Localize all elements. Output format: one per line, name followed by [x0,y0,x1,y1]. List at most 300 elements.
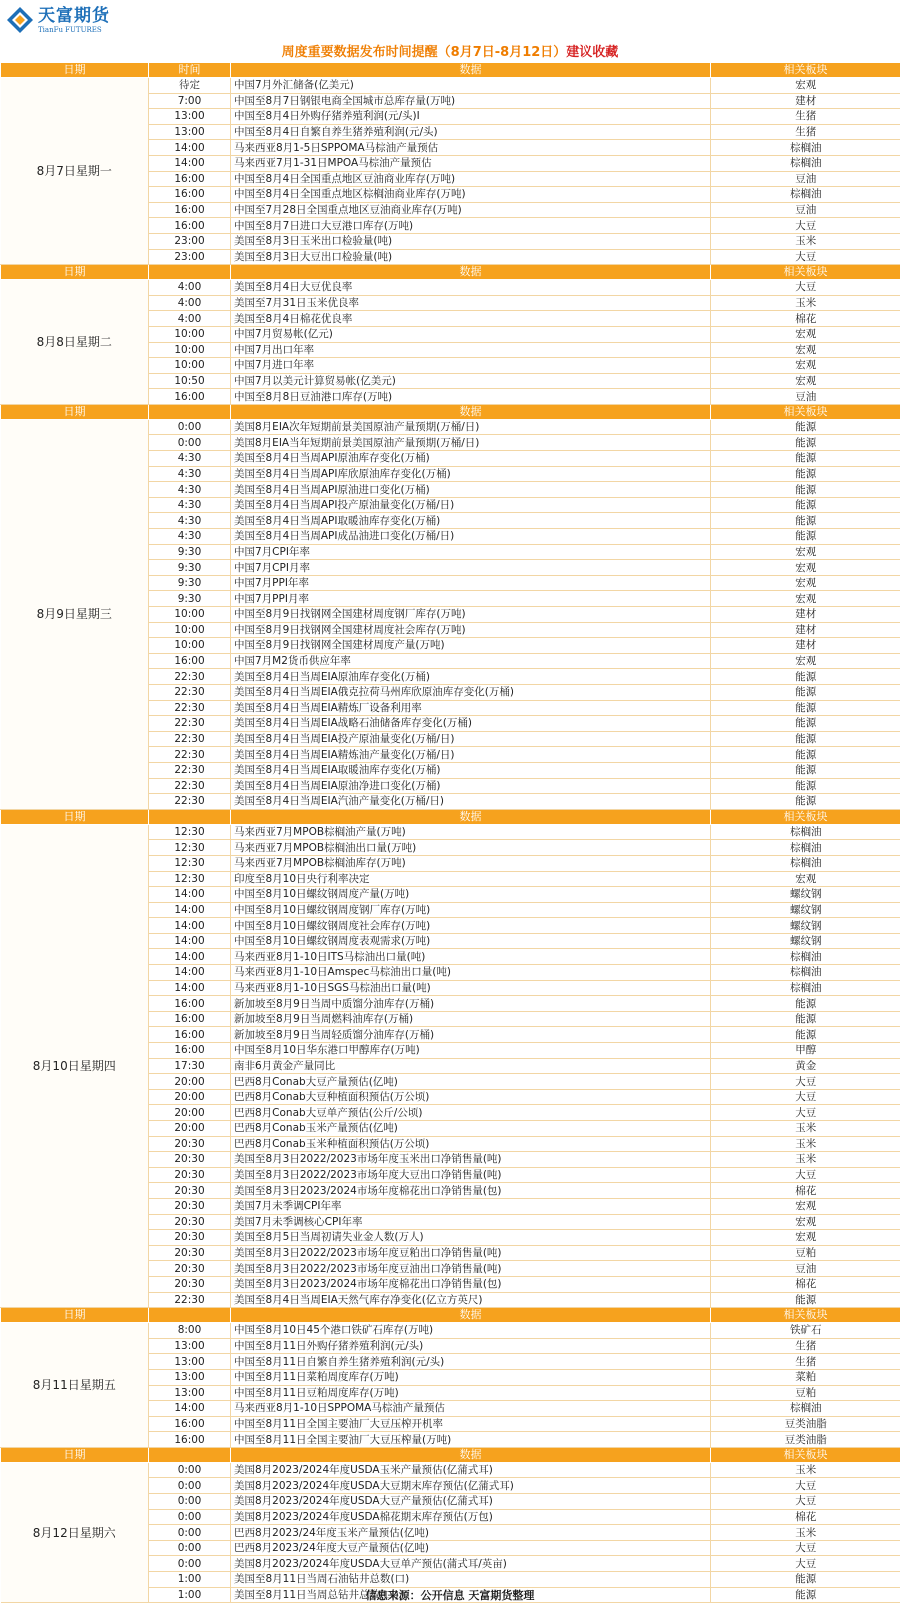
column-header-sector: 相关板块 [711,404,900,419]
data-cell: 美国至8月4日当周API投产原油量变化(万桶/日) [231,497,711,513]
sector-cell: 宏观 [711,1214,900,1230]
time-cell: 7:00 [149,93,231,109]
time-cell: 22:30 [149,684,231,700]
data-cell: 美国至8月3日大豆出口检验量(吨) [231,249,711,265]
data-cell: 美国至7月31日玉米优良率 [231,295,711,311]
column-header-date: 日期 [1,404,149,419]
time-cell: 4:30 [149,513,231,529]
time-cell: 22:30 [149,747,231,763]
data-cell: 巴西8月Conab大豆产量预估(亿吨) [231,1074,711,1090]
column-header-sector: 相关板块 [711,1308,900,1323]
time-cell: 13:00 [149,109,231,125]
time-cell: 4:00 [149,280,231,296]
sector-cell: 能源 [711,1292,900,1308]
data-cell: 中国至8月11日全国主要油厂大豆压榨开机率 [231,1416,711,1432]
sector-cell: 能源 [711,794,900,810]
sector-cell: 能源 [711,529,900,545]
data-cell: 美国至8月4日棉花优良率 [231,311,711,327]
data-cell: 印度至8月10日央行利率决定 [231,871,711,887]
sector-cell: 宏观 [711,653,900,669]
data-cell: 新加坡至8月9日当周燃料油库存(万桶) [231,1011,711,1027]
sector-cell: 能源 [711,996,900,1012]
data-cell: 中国至8月4日自繁自养生猪养殖利润(元/头) [231,124,711,140]
data-cell: 中国至8月10日螺纹钢周度表观需求(万吨) [231,933,711,949]
time-cell: 16:00 [149,1416,231,1432]
time-cell: 13:00 [149,1354,231,1370]
sector-cell: 豆类油脂 [711,1432,900,1448]
time-cell: 9:30 [149,575,231,591]
sector-cell: 大豆 [711,1540,900,1556]
sector-cell: 黄金 [711,1058,900,1074]
date-cell: 8月10日星期四 [1,824,149,1307]
data-cell: 中国至8月9日找钢网全国建材周度钢厂库存(万吨) [231,607,711,623]
time-cell: 10:00 [149,326,231,342]
sector-cell: 建材 [711,622,900,638]
data-cell: 中国至8月11日外购仔猪养殖利润(元/头) [231,1338,711,1354]
data-cell: 马来西亚7月1-31日MPOA马棕油产量预估 [231,155,711,171]
sector-cell: 棕榈油 [711,949,900,965]
data-cell: 巴西8月Conab大豆单产预估(公斤/公顷) [231,1105,711,1121]
header-row [1,1447,900,1462]
sector-cell: 大豆 [711,1074,900,1090]
column-header-data: 数据 [231,1308,711,1323]
sector-cell: 宏观 [711,326,900,342]
data-cell: 中国至8月7日钢银电商全国城市总库存量(万吨) [231,93,711,109]
time-cell: 22:30 [149,731,231,747]
time-cell: 16:00 [149,218,231,234]
time-cell: 0:00 [149,1540,231,1556]
time-cell: 14:00 [149,918,231,934]
data-cell: 美国至8月4日当周API取暖油库存变化(万桶) [231,513,711,529]
date-cell: 8月7日星期一 [1,78,149,265]
time-cell: 14:00 [149,965,231,981]
time-cell: 16:00 [149,1432,231,1448]
data-cell: 中国至8月4日全国重点地区棕榈油商业库存(万吨) [231,187,711,203]
time-cell: 20:00 [149,1074,231,1090]
time-cell: 4:30 [149,529,231,545]
table-row [1,824,900,840]
data-cell: 美国至8月4日当周EIA战略石油储备库存变化(万桶) [231,716,711,732]
time-cell: 4:30 [149,482,231,498]
sector-cell: 生猪 [711,1354,900,1370]
sector-cell: 能源 [711,1011,900,1027]
time-cell: 22:30 [149,1292,231,1308]
time-cell: 20:30 [149,1230,231,1246]
time-cell: 22:30 [149,700,231,716]
time-cell: 0:00 [149,1478,231,1494]
sector-cell: 棕榈油 [711,155,900,171]
sector-cell: 棉花 [711,1276,900,1292]
time-cell: 20:00 [149,1105,231,1121]
time-cell: 12:30 [149,824,231,840]
sector-cell: 玉米 [711,1525,900,1541]
data-cell: 马来西亚8月1-10日SPPOMA马棕油产量预估 [231,1401,711,1417]
time-cell: 22:30 [149,716,231,732]
sector-cell: 生猪 [711,124,900,140]
time-cell: 23:00 [149,249,231,265]
time-cell: 1:00 [149,1587,231,1603]
time-cell: 0:00 [149,1556,231,1572]
column-header-data: 数据 [231,809,711,824]
data-cell: 美国8月EIA当年短期前景美国原油产量预期(万桶/日) [231,435,711,451]
sector-cell: 大豆 [711,1089,900,1105]
time-cell: 13:00 [149,1338,231,1354]
data-cell: 中国至8月4日全国重点地区豆油商业库存(万吨) [231,171,711,187]
data-cell: 马来西亚7月MPOB棕榈油出口量(万吨) [231,840,711,856]
time-cell: 16:00 [149,171,231,187]
data-cell: 马来西亚7月MPOB棕榈油库存(万吨) [231,855,711,871]
time-cell: 10:00 [149,638,231,654]
sector-cell: 豆粕 [711,1385,900,1401]
time-cell: 13:00 [149,1385,231,1401]
sector-cell: 棕榈油 [711,140,900,156]
time-cell: 14:00 [149,1401,231,1417]
data-cell: 中国至8月11日菜粕周度库存(万吨) [231,1369,711,1385]
sector-cell: 棉花 [711,1183,900,1199]
table-row [1,280,900,296]
data-cell: 美国至8月4日当周API库欣原油库存变化(万桶) [231,466,711,482]
time-cell: 0:00 [149,419,231,435]
sector-cell: 宏观 [711,373,900,389]
sector-cell: 豆粕 [711,1245,900,1261]
sector-cell: 宏观 [711,560,900,576]
brand-diamond-icon [6,6,34,34]
data-cell: 马来西亚7月MPOB棕榈油产量(万吨) [231,824,711,840]
time-cell: 14:00 [149,902,231,918]
data-cell: 美国8月2023/2024年度USDA大豆产量预估(亿蒲式耳) [231,1494,711,1510]
time-cell: 14:00 [149,155,231,171]
time-cell: 20:30 [149,1261,231,1277]
data-cell: 中国至8月10日螺纹钢周度产量(万吨) [231,887,711,903]
sector-cell: 生猪 [711,109,900,125]
sector-cell: 棕榈油 [711,980,900,996]
sector-cell: 能源 [711,731,900,747]
sector-cell: 能源 [711,419,900,435]
sector-cell: 菜粕 [711,1369,900,1385]
sector-cell: 大豆 [711,218,900,234]
sector-cell: 棉花 [711,311,900,327]
data-cell: 美国7月未季调核心CPI年率 [231,1214,711,1230]
data-cell: 新加坡至8月9日当周轻质馏分油库存(万桶) [231,1027,711,1043]
time-cell: 20:00 [149,1089,231,1105]
data-cell: 中国至8月8日豆油港口库存(万吨) [231,389,711,405]
sector-cell: 能源 [711,466,900,482]
data-cell: 美国至8月4日大豆优良率 [231,280,711,296]
sector-cell: 棕榈油 [711,1401,900,1417]
data-cell: 中国至8月9日找钢网全国建材周度社会库存(万吨) [231,622,711,638]
time-cell: 14:00 [149,980,231,996]
column-header-sector: 相关板块 [711,1447,900,1462]
time-cell: 0:00 [149,1525,231,1541]
time-cell: 20:30 [149,1167,231,1183]
column-header-date: 日期 [1,265,149,280]
time-cell: 0:00 [149,1509,231,1525]
sector-cell: 能源 [711,669,900,685]
sector-cell: 玉米 [711,295,900,311]
data-cell: 马来西亚8月1-10日ITS马棕油出口量(吨) [231,949,711,965]
sector-cell: 大豆 [711,1494,900,1510]
sector-cell: 大豆 [711,1478,900,1494]
data-cell: 巴西8月Conab玉米产量预估(亿吨) [231,1121,711,1137]
sector-cell: 豆油 [711,202,900,218]
time-cell: 14:00 [149,933,231,949]
data-cell: 中国7月PPI年率 [231,575,711,591]
time-cell: 20:30 [149,1214,231,1230]
data-cell: 美国至8月11日当周总钻井总数(口) [231,1587,711,1603]
data-cell: 巴西8月Conab大豆种植面积预估(万公顷) [231,1089,711,1105]
time-cell: 1:00 [149,1572,231,1588]
data-cell: 新加坡至8月9日当周中质馏分油库存(万桶) [231,996,711,1012]
sector-cell: 建材 [711,607,900,623]
time-cell: 4:30 [149,466,231,482]
data-cell: 中国7月进口年率 [231,358,711,374]
data-cell: 美国至8月3日玉米出口检验量(吨) [231,233,711,249]
data-cell: 中国7月以美元计算贸易帐(亿美元) [231,373,711,389]
sector-cell: 大豆 [711,1105,900,1121]
sector-cell: 豆油 [711,1261,900,1277]
sector-cell: 大豆 [711,1556,900,1572]
sector-cell: 能源 [711,497,900,513]
time-cell: 10:00 [149,342,231,358]
data-cell: 美国8月2023/2024年度USDA大豆期末库存预估(亿蒲式耳) [231,1478,711,1494]
column-header-sector: 相关板块 [711,809,900,824]
sector-cell: 宏观 [711,871,900,887]
sector-cell: 能源 [711,716,900,732]
sector-cell: 能源 [711,513,900,529]
date-cell: 8月9日星期三 [1,419,149,809]
sector-cell: 建材 [711,638,900,654]
time-cell: 20:30 [149,1245,231,1261]
column-header-data: 数据 [231,265,711,280]
time-cell: 12:30 [149,871,231,887]
data-cell: 美国至8月3日2022/2023市场年度豆粕出口净销售量(吨) [231,1245,711,1261]
column-header-date: 日期 [1,1447,149,1462]
time-cell: 16:00 [149,1011,231,1027]
sector-cell: 玉米 [711,1121,900,1137]
data-cell: 中国至8月4日外购仔猪养殖利润(元/头)I [231,109,711,125]
column-header-data: 数据 [231,1447,711,1462]
time-cell: 20:30 [149,1183,231,1199]
time-cell: 20:30 [149,1276,231,1292]
column-header-time [149,1308,231,1323]
footer-source: 信息来源：公开信息 天富期货整理 [365,1589,535,1602]
time-cell: 16:00 [149,202,231,218]
data-cell: 中国7月CPI年率 [231,544,711,560]
time-cell: 10:00 [149,358,231,374]
data-cell: 美国至8月4日当周EIA精炼厂设备利用率 [231,700,711,716]
data-cell: 马来西亚8月1-5日SPPOMA马棕油产量预估 [231,140,711,156]
data-cell: 中国7月CPI月率 [231,560,711,576]
time-cell: 12:30 [149,855,231,871]
sector-cell: 能源 [711,451,900,467]
sector-cell: 能源 [711,1572,900,1588]
time-cell: 17:30 [149,1058,231,1074]
sector-cell: 建材 [711,93,900,109]
time-cell: 22:30 [149,669,231,685]
sector-cell: 宏观 [711,1198,900,1214]
sector-cell: 能源 [711,762,900,778]
header-row [1,63,900,78]
sector-cell: 能源 [711,1027,900,1043]
sector-cell: 豆类油脂 [711,1416,900,1432]
header-row [1,1308,900,1323]
table-row [1,78,900,94]
time-cell: 10:50 [149,373,231,389]
sector-cell: 螺纹钢 [711,887,900,903]
sector-cell: 宏观 [711,342,900,358]
data-cell: 中国至8月10日螺纹钢周度社会库存(万吨) [231,918,711,934]
brand-logo [6,6,110,35]
data-cell: 马来西亚8月1-10日SGS马棕油出口量(吨) [231,980,711,996]
time-cell: 0:00 [149,435,231,451]
column-header-date: 日期 [1,809,149,824]
time-cell: 12:30 [149,840,231,856]
time-cell: 10:00 [149,607,231,623]
data-cell: 美国8月2023/2024年度USDA棉花期末库存预估(万包) [231,1509,711,1525]
page-title-main: 周度重要数据发布时间提醒（8月7日-8月12日） [281,45,567,60]
sector-cell: 玉米 [711,1462,900,1478]
sector-cell: 螺纹钢 [711,933,900,949]
time-cell: 4:00 [149,295,231,311]
page-title-suffix: 建议收藏 [566,45,619,60]
data-cell: 美国至8月3日2023/2024市场年度棉花出口净销售量(包) [231,1183,711,1199]
sector-cell: 能源 [711,482,900,498]
sector-cell: 能源 [711,684,900,700]
data-cell: 美国8月2023/2024年度USDA玉米产量预估(亿蒲式耳) [231,1462,711,1478]
data-cell: 美国7月未季调CPI年率 [231,1198,711,1214]
time-cell: 16:00 [149,653,231,669]
data-cell: 美国至8月4日当周EIA俄克拉荷马州库欣原油库存变化(万桶) [231,684,711,700]
sector-cell: 玉米 [711,1136,900,1152]
sector-cell: 宏观 [711,575,900,591]
data-cell: 中国7月M2货币供应年率 [231,653,711,669]
sector-cell: 玉米 [711,1152,900,1168]
time-cell: 22:30 [149,778,231,794]
column-header-time [149,809,231,824]
data-cell: 中国7月出口年率 [231,342,711,358]
sector-cell: 能源 [711,778,900,794]
time-cell: 待定 [149,78,231,94]
column-header-date: 日期 [1,63,149,78]
column-header-sector: 相关板块 [711,63,900,78]
column-header-time [149,265,231,280]
data-cell: 美国至8月4日当周EIA汽油产量变化(万桶/日) [231,794,711,810]
time-cell: 4:30 [149,451,231,467]
sector-cell: 能源 [711,435,900,451]
time-cell: 16:00 [149,187,231,203]
sector-cell: 大豆 [711,280,900,296]
sector-cell: 棕榈油 [711,840,900,856]
header [0,0,900,46]
sector-cell: 棉花 [711,1509,900,1525]
date-cell: 8月12日星期六 [1,1462,149,1602]
time-cell: 8:00 [149,1323,231,1339]
data-cell: 中国至8月10日螺纹钢周度钢厂库存(万吨) [231,902,711,918]
time-cell: 20:00 [149,1121,231,1137]
time-cell: 9:30 [149,591,231,607]
time-cell: 20:30 [149,1152,231,1168]
time-cell: 0:00 [149,1494,231,1510]
header-row [1,809,900,824]
sector-cell: 棕榈油 [711,965,900,981]
brand-name-en: TianFu FUTURES [38,26,102,34]
sector-cell: 生猪 [711,1338,900,1354]
data-cell: 美国至8月3日2023/2024市场年度棉花出口净销售量(包) [231,1276,711,1292]
data-cell: 美国至8月3日2022/2023市场年度豆油出口净销售量(吨) [231,1261,711,1277]
time-cell: 20:30 [149,1136,231,1152]
column-header-sector: 相关板块 [711,265,900,280]
time-cell: 16:00 [149,389,231,405]
time-cell: 14:00 [149,949,231,965]
time-cell: 14:00 [149,887,231,903]
data-cell: 中国至8月11日豆粕周度库存(万吨) [231,1385,711,1401]
time-cell: 0:00 [149,1462,231,1478]
sector-cell: 铁矿石 [711,1323,900,1339]
data-cell: 美国至8月4日当周EIA原油库存变化(万桶) [231,669,711,685]
sector-cell: 大豆 [711,249,900,265]
time-cell: 14:00 [149,140,231,156]
data-cell: 美国至8月4日当周EIA投产原油量变化(万桶/日) [231,731,711,747]
data-cell: 巴西8月Conab玉米种植面积预估(万公顷) [231,1136,711,1152]
data-cell: 美国至8月5日当周初请失业金人数(万人) [231,1230,711,1246]
data-cell: 美国至8月4日当周EIA精炼油产量变化(万桶/日) [231,747,711,763]
data-cell: 美国至8月11日当周石油钻井总数(口) [231,1572,711,1588]
time-cell: 4:00 [149,311,231,327]
sector-cell: 豆油 [711,171,900,187]
column-header-time [149,404,231,419]
data-cell: 中国至8月11日全国主要油厂大豆压榨量(万吨) [231,1432,711,1448]
sector-cell: 能源 [711,1587,900,1603]
data-cell: 美国8月2023/2024年度USDA大豆单产预估(蒲式耳/英亩) [231,1556,711,1572]
data-cell: 美国至8月4日当周API原油进口变化(万桶) [231,482,711,498]
data-cell: 美国至8月4日当周EIA取暖油库存变化(万桶) [231,762,711,778]
sector-cell: 宏观 [711,1230,900,1246]
data-cell: 美国至8月4日当周API成品油进口变化(万桶/日) [231,529,711,545]
sector-cell: 宏观 [711,358,900,374]
time-cell: 13:00 [149,1369,231,1385]
sector-cell: 宏观 [711,544,900,560]
data-cell: 美国至8月4日当周EIA天然气库存净变化(亿立方英尺) [231,1292,711,1308]
data-cell: 中国至7月28日全国重点地区豆油商业库存(万吨) [231,202,711,218]
time-cell: 10:00 [149,622,231,638]
column-header-data: 数据 [231,404,711,419]
schedule-table-wrap [0,62,900,1603]
time-cell: 16:00 [149,1027,231,1043]
sector-cell: 螺纹钢 [711,918,900,934]
sector-cell: 能源 [711,747,900,763]
header-row [1,404,900,419]
table-row [1,1323,900,1339]
sector-cell: 宏观 [711,591,900,607]
sector-cell: 宏观 [711,78,900,94]
date-cell: 8月11日星期五 [1,1323,149,1448]
time-cell: 23:00 [149,233,231,249]
data-cell: 中国7月外汇储备(亿美元) [231,78,711,94]
time-cell: 4:30 [149,497,231,513]
data-cell: 巴西8月2023/24年度玉米产量预估(亿吨) [231,1525,711,1541]
time-cell: 9:30 [149,560,231,576]
time-cell: 22:30 [149,762,231,778]
table-row [1,1462,900,1478]
time-cell: 9:30 [149,544,231,560]
data-cell: 中国7月贸易帐(亿元) [231,326,711,342]
sector-cell: 大豆 [711,1167,900,1183]
data-cell: 中国至8月9日找钢网全国建材周度产量(万吨) [231,638,711,654]
time-cell: 16:00 [149,1043,231,1059]
column-header-time: 时间 [149,63,231,78]
data-cell: 美国至8月3日2022/2023市场年度大豆出口净销售量(吨) [231,1167,711,1183]
time-cell: 13:00 [149,124,231,140]
